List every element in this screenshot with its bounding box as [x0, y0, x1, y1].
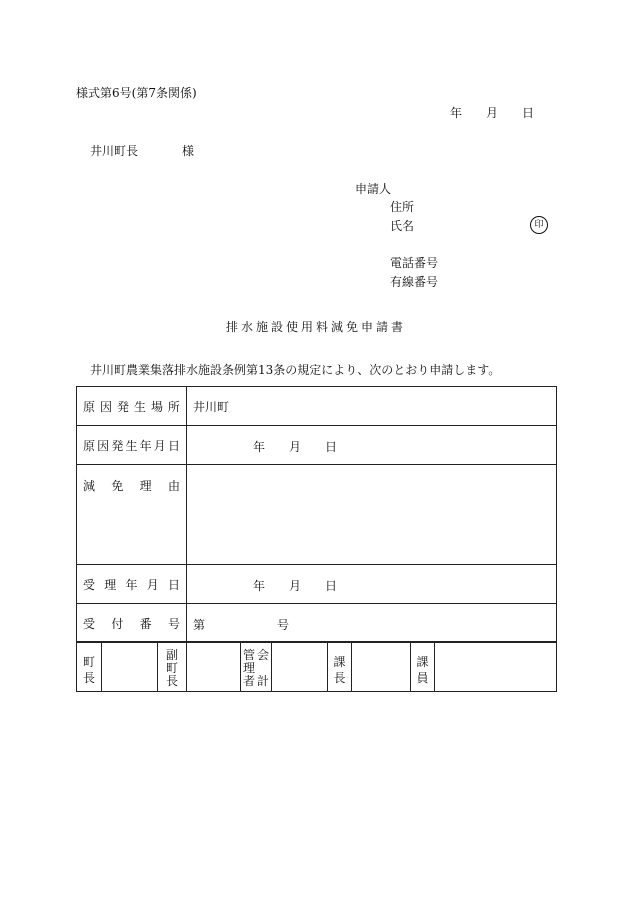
date-year: 年 [450, 106, 463, 120]
label-receipt-date: 受 理 年 月 日 [77, 565, 187, 604]
date-day: 日 [522, 106, 535, 120]
reason-field[interactable] [187, 465, 557, 565]
addressee-honorific: 様 [182, 144, 195, 158]
receipt-number-field[interactable]: 第 号 [187, 604, 557, 643]
receipt-date-field[interactable]: 年 月 日 [187, 565, 557, 604]
label-receipt-number: 受 付 番 号 [77, 604, 187, 643]
approval-staff-stamp[interactable] [435, 642, 557, 692]
label-reason: 減 免 理 由 [77, 465, 187, 565]
date-month: 月 [486, 106, 499, 120]
applicant-heading: 申請人 [355, 182, 392, 196]
approval-stamp-row [76, 641, 557, 692]
table-row [77, 465, 557, 565]
seal-icon: 印 [530, 216, 548, 234]
approval-accounting-manager-stamp[interactable] [272, 642, 328, 692]
table-row [77, 426, 557, 465]
approval-mayor-label: 町 長 [77, 642, 102, 692]
applicant-phone-label: 電話番号 [390, 256, 439, 270]
approval-deputy-mayor-label: 副 町 長 [158, 642, 187, 692]
table-row [77, 604, 557, 643]
approval-staff-label: 課 員 [411, 642, 435, 692]
applicant-address-label: 住所 [390, 200, 415, 214]
label-occurrence-date: 原 因 発 生 年 月 日 [77, 426, 187, 465]
form-number: 様式第6号(第7条関係) [76, 86, 197, 100]
label-location: 原 因 発 生 場 所 [77, 387, 187, 426]
approval-section-chief-stamp[interactable] [352, 642, 411, 692]
location-field[interactable]: 井川町 [187, 387, 557, 426]
application-table [76, 386, 557, 643]
table-row [77, 387, 557, 426]
document-title: 排水施設使用料減免申請書 [226, 320, 407, 334]
applicant-name-label: 氏名 [390, 219, 415, 233]
approval-mayor-stamp[interactable] [102, 642, 158, 692]
approval-deputy-mayor-stamp[interactable] [187, 642, 241, 692]
table-row [77, 565, 557, 604]
applicant-cable-label: 有線番号 [390, 275, 439, 289]
approval-section-chief-label: 課 長 [328, 642, 352, 692]
addressee-name: 井川町長 [90, 144, 139, 158]
intro-text: 井川町農業集落排水施設条例第13条の規定により、次のとおり申請します。 [90, 363, 501, 377]
approval-accounting-manager-label: 管 理 者 会 計 [241, 642, 272, 692]
occurrence-date-field[interactable]: 年 月 日 [187, 426, 557, 465]
